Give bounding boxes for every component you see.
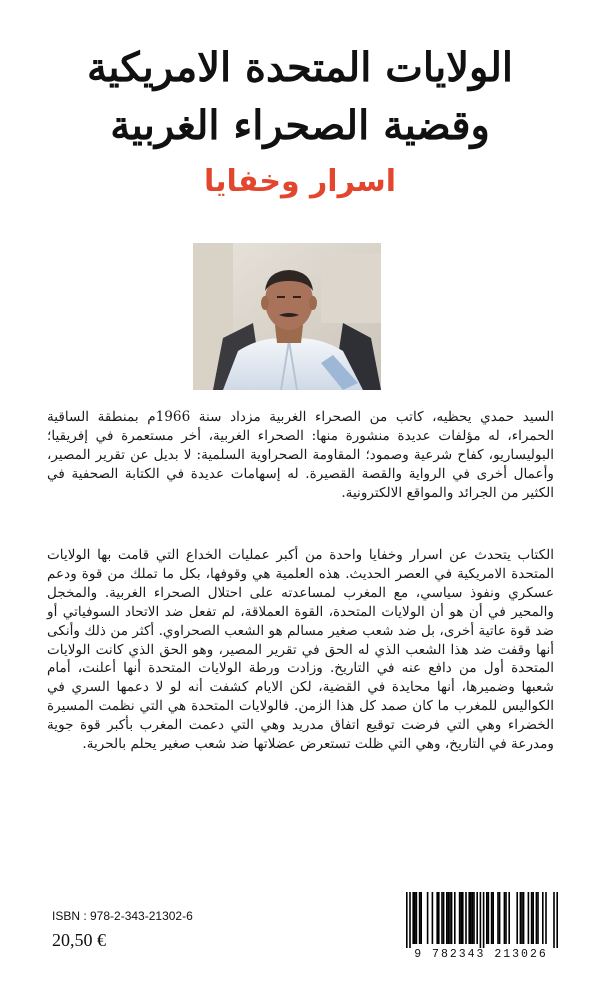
- barcode-bar: [523, 892, 525, 944]
- barcode-bar: [473, 892, 475, 944]
- barcode-bar: [476, 892, 478, 944]
- barcode-bar: [508, 892, 510, 944]
- barcode-bar: [443, 892, 445, 944]
- author-biography: السيد حمدي يحظيه، كاتب من الصحراء الغربية مزداد سنة 1966م بمنطقة الساقية الحمراء، له مؤلفات عديدة منشورة منها: الصحراء الغربية، أخر مستعمرة في إفريقيا؛ البوليساريو، كفاح شرعية وصمود؛ المقاومة الصحراوية السلمية: لا بديل عن تقرير المصير، وأعمال أخرى في الرواية والقصة القصيرة. له إسهامات عديدة في الكتابة الصحفية في الكثير من الجرائد والمواقع الالكترونية.: [47, 409, 554, 501]
- barcode-bar: [497, 892, 499, 944]
- barcode-bar: [491, 892, 493, 944]
- barcode-bar: [499, 892, 501, 944]
- barcode-bar: [492, 892, 494, 944]
- barcode-bar: [416, 892, 418, 944]
- barcode-bar: [419, 892, 421, 944]
- barcode-bar: [536, 892, 538, 944]
- barcode-bar: [462, 892, 464, 944]
- barcode-bar: [531, 892, 533, 944]
- book-price: 20,50 €: [52, 930, 106, 950]
- barcode-bar: [528, 892, 530, 944]
- barcode-bar: [556, 892, 558, 948]
- barcode-bar: [446, 892, 448, 944]
- author-portrait-image: [193, 243, 381, 390]
- isbn-number: ISBN : 978-2-343-21302-6: [52, 909, 193, 923]
- barcode-bar: [454, 892, 456, 944]
- barcode-bar: [470, 892, 472, 944]
- barcode-bar: [432, 892, 434, 944]
- barcode-bar: [451, 892, 453, 944]
- barcode-bar: [468, 892, 470, 944]
- author-photo: [193, 243, 381, 390]
- book-summary: الكتاب يتحدث عن اسرار وخفايا واحدة من أكبر عمليات الخداع التي قامت بها الولايات المتحدة الامريكية في العصر الحديث. هذه العلمية هي وقوفها، بكل ما تملك من قوة ودعم عسكري ونفوذ سياسي، مع المغرب لمساعدته على احتلال الصحراء الغربية. والمخجل والمحير في أن هو أن الولايات المتحدة، القوة العملاقة، لم تفعل ضد الاتحاد السوفياتي أو ضد قوة عاتية أخرى، بل ضد شعب صغير مسالم هو الشعب الصحراوي. أكثر من ذلك وأنكى أنها وقفت ضد هذا الشعب الذي له الحق في تقرير المصير، وهو الحق الذي كانت الولايات المتحدة أول من دافع عنه في التاريخ. وزادت ورطة الولايات المتحدة أنها أعلنت، أمام شعبها وضميرها، أنها محايدة في القضية، لكن الايام كشفت أنه لو لا دعمها السري في الكواليس للمغرب ما كان صمد كل هذا الزمن. فالولايات المتحدة هي التي نظمت المسيرة الخضراء وهي التي فرضت توقيع اتفاق مدريد وهي التي دعمت المغرب بأكبر قوة جوية ومدرعة في التاريخ، وهي التي ظلت تستعرض عضلاتها ضد شعب صغير يحلم بالحرية.: [47, 547, 554, 753]
- barcode-bar: [414, 892, 416, 944]
- barcode-bar: [448, 892, 450, 944]
- barcode-bar: [441, 892, 443, 944]
- barcode-bar: [436, 892, 438, 944]
- barcode-bar: [545, 892, 547, 944]
- barcode-bar: [520, 892, 522, 944]
- barcode-bar: [505, 892, 507, 944]
- barcode-bar: [472, 892, 474, 944]
- barcode-bar: [486, 892, 488, 944]
- book-subtitle: اسرار وخفايا: [203, 164, 397, 199]
- barcode-bar: [532, 892, 534, 944]
- barcode-bar: [427, 892, 429, 944]
- barcode-bars: [396, 892, 566, 948]
- barcode-bar: [420, 892, 422, 944]
- barcode-bar: [465, 892, 467, 944]
- barcode-bar: [449, 892, 451, 944]
- barcode-bar: [516, 892, 518, 944]
- book-title-line-2: وقضية الصحراء الغربية: [110, 102, 490, 149]
- barcode: [396, 892, 566, 962]
- barcode-bar: [537, 892, 539, 944]
- barcode-bar: [438, 892, 440, 944]
- barcode-bar: [553, 892, 555, 948]
- barcode-bar: [488, 892, 490, 944]
- barcode-bar: [542, 892, 544, 944]
- barcode-bar: [504, 892, 506, 944]
- barcode-bar: [406, 892, 408, 948]
- barcode-bar: [480, 892, 482, 948]
- barcode-bar: [483, 892, 485, 948]
- barcode-bar: [409, 892, 411, 948]
- book-title-line-1: الولايات المتحدة الامريكية: [86, 44, 514, 91]
- barcode-bar: [521, 892, 523, 944]
- barcode-bar: [459, 892, 461, 944]
- barcode-bar: [460, 892, 462, 944]
- barcode-digits: 9 782343 213026: [414, 948, 548, 961]
- barcode-bar: [412, 892, 414, 944]
